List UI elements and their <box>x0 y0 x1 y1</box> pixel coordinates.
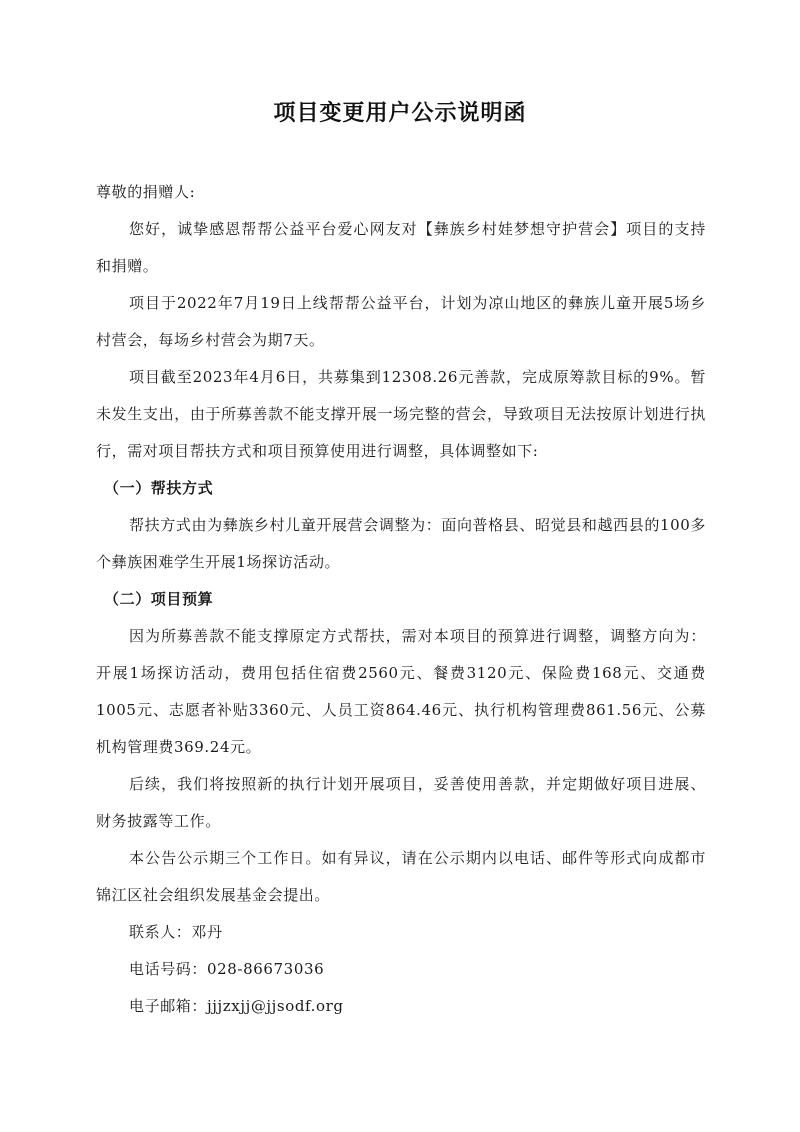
section-heading-budget: （二）项目预算 <box>104 590 214 608</box>
paragraph-greeting: 您好，诚挚感恩帮帮公益平台爱心网友对【彝族乡村娃梦想守护营会】项目的支持和捐赠。 <box>96 220 706 275</box>
paragraph-status: 项目截至2023年4月6日，共募集到12308.26元善款，完成原筹款目标的9%。暂未发生支出，由于所募善款不能支撑开展一场完整的营会，导致项目无法按原计划进行执行，需对项目帮扶方式和项目预算使用进行调整，具体调整如下: <box>96 368 706 460</box>
section-heading-support-method: （一）帮扶方式 <box>104 479 214 497</box>
contact-email: 电子邮箱：jjjzxjj@jjsodf.org <box>129 997 344 1015</box>
paragraph-followup: 后续，我们将按照新的执行计划开展项目，妥善使用善款，并定期做好项目进展、财务披露等工作。 <box>96 775 706 830</box>
document-body <box>96 174 706 1025</box>
paragraph-launch: 项目于2022年7月19日上线帮帮公益平台，计划为凉山地区的彝族儿童开展5场乡村营会，每场乡村营会为期7天。 <box>96 294 706 349</box>
salutation: 尊敬的捐赠人: <box>96 183 196 201</box>
contact-phone: 电话号码：028-86673036 <box>129 960 325 978</box>
contact-person: 联系人：邓丹 <box>129 923 223 941</box>
section-body-support-method: 帮扶方式由为彝族乡村儿童开展营会调整为：面向普格县、昭觉县和越西县的100多个彝族困难学生开展1场探访活动。 <box>96 516 706 571</box>
paragraph-notice: 本公告公示期三个工作日。如有异议，请在公示期内以电话、邮件等形式向成都市锦江区社会组织发展基金会提出。 <box>96 849 706 904</box>
section-body-budget: 因为所募善款不能支撑原定方式帮扶，需对本项目的预算进行调整，调整方向为：开展1场探访活动，费用包括住宿费2560元、餐费3120元、保险费168元、交通费1005元、志愿者补贴3360元、人员工资864.46元、执行机构管理费861.56元、公募机构管理费369.24元。 <box>96 627 706 756</box>
document-title: 项目变更用户公示说明函 <box>273 101 527 126</box>
